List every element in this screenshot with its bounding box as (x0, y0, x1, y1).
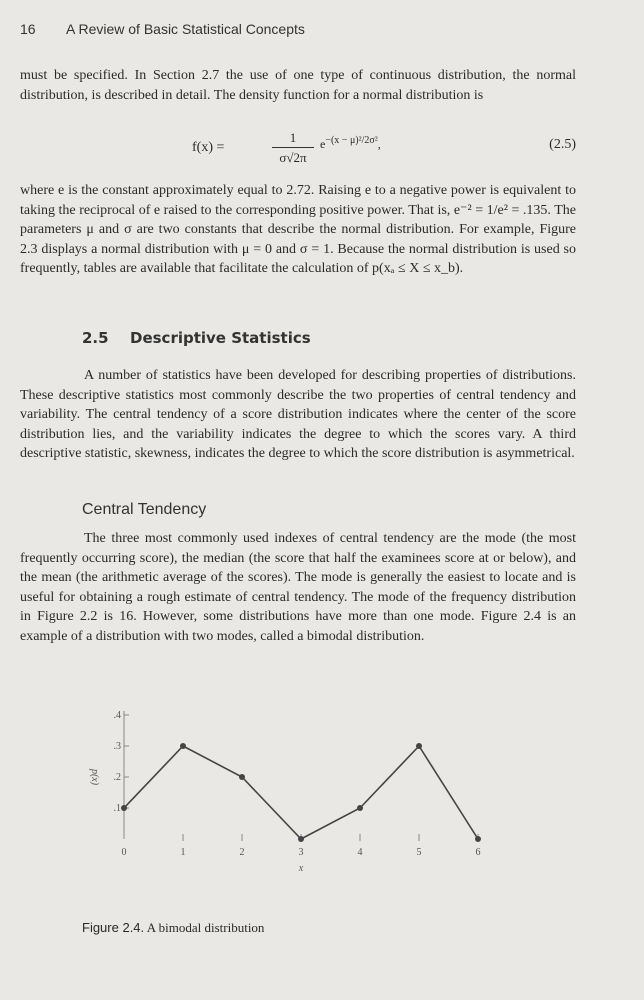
equation-trail: , (377, 137, 381, 151)
series-line (124, 746, 478, 839)
page-number: 16 (20, 21, 36, 37)
y-tick-label: .4 (113, 710, 121, 721)
y-tick-label: .2 (113, 772, 121, 783)
running-title: A Review of Basic Statistical Concepts (66, 21, 305, 37)
data-point (416, 743, 422, 749)
x-tick-label: 2 (239, 847, 245, 858)
x-tick-label: 4 (357, 847, 363, 858)
data-point (357, 805, 363, 811)
x-tick-label: 5 (416, 847, 422, 858)
caption-label: Figure 2.4. (82, 920, 145, 935)
data-point (475, 836, 481, 842)
x-tick-label: 0 (121, 847, 127, 858)
paragraph-intro (20, 66, 576, 105)
x-tick-label: 1 (180, 847, 186, 858)
subsection-heading: Central Tendency (82, 501, 207, 518)
equation-exponent: −(x − μ)²/2σ² (325, 135, 378, 146)
paragraph-central-tendency-text: The three most commonly used indexes of central tendency are the mode (the most frequently occurring score), the median (the score that half the examinees score at or below), and the mean (the arithmetic average of the scores). The mode is generally the easiest to locate and is useful for obtaining a rough estimate of central tendency. The mode of the frequency distribution in Figure 2.2 is 16. However, some distributions have more than one mode. Figure 2.4 is an example of a distribution with two modes, called a bimodal distribution. (20, 531, 576, 644)
y-axis-label: p(x) (89, 768, 100, 786)
paragraph-normal (20, 181, 576, 279)
x-axis-label: x (298, 863, 304, 874)
paragraph-normal-text: where e is the constant approximately equal to 2.72. Raising e to a negative power is equivalent to taking the reciprocal of e raised to the corresponding positive power. That is, e⁻² = 1/e² = .135. The parameters μ and σ are two constants that describe the normal distribution. For example, Figure 2.3 displays a normal distribution with μ = 0 and σ = 1. Because the normal distribution is used so frequently, tables are available that facilitate the calculation of p(xₐ ≤ X ≤ x_b). (20, 183, 576, 276)
data-point (239, 774, 245, 780)
paragraph-intro-text: must be specified. In Section 2.7 the use of one type of continuous distribution, the normal distribution, is described in detail. The density function for a normal distribution is (20, 68, 576, 103)
data-point (298, 836, 304, 842)
figure-caption (82, 920, 264, 936)
equation-2-5 (20, 128, 576, 172)
equation-fraction (272, 130, 314, 166)
paragraph-descriptive-text: A number of statistics have been developed for describing properties of distributions. These descriptive statistics most commonly describe the two properties of central tendency and variability. The central tendency of a score distribution indicates where the center of the score distribution lies, and the variability indicates the degree to which the scores vary. A third descriptive statistic, skewness, indicates the degree to which the score distribution is asymmetrical. (20, 368, 576, 461)
caption-text: A bimodal distribution (146, 920, 265, 935)
equation-lhs: f(x) = (192, 140, 225, 155)
section-heading (82, 329, 311, 347)
equation-numerator: 1 (272, 130, 314, 148)
y-tick-label: .1 (113, 803, 121, 814)
bimodal-chart (80, 696, 520, 886)
equation-denominator: σ√2π (279, 150, 307, 165)
y-tick-label: .3 (113, 741, 121, 752)
running-header (20, 21, 620, 37)
paragraph-central-tendency (20, 529, 576, 646)
equation-number: (2.5) (549, 137, 576, 152)
x-tick-label: 6 (475, 847, 481, 858)
paragraph-descriptive (20, 366, 576, 464)
figure-2-4 (80, 696, 520, 891)
section-number: 2.5 (82, 329, 109, 347)
data-point (121, 805, 127, 811)
data-point (180, 743, 186, 749)
equation-exp-base: e (320, 137, 326, 151)
x-tick-label: 3 (298, 847, 304, 858)
equation-exponential (320, 135, 381, 152)
section-title: Descriptive Statistics (130, 329, 311, 347)
